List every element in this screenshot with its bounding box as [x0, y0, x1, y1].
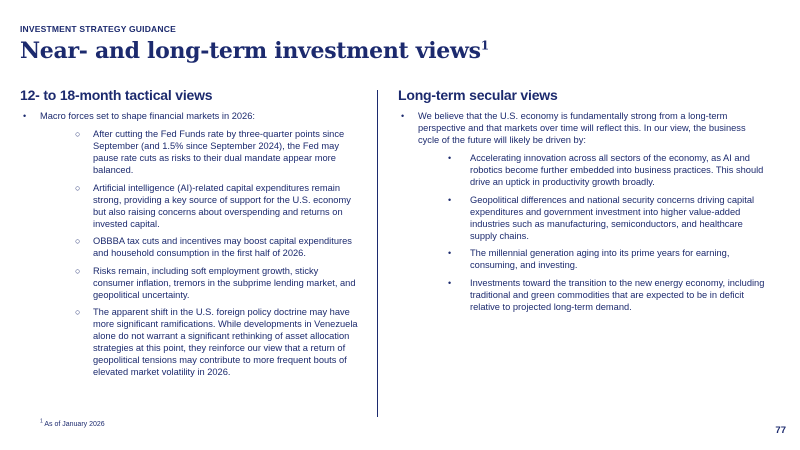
bullet-dot-icon: •	[401, 111, 405, 121]
bullet-circle-icon: ○	[75, 129, 81, 139]
left-sub-item-text: Risks remain, including soft employment growth, sticky consumer inflation, tremors in the subprime lending market, and geopolitical uncertainty.	[93, 265, 356, 300]
left-bullet-list	[20, 110, 360, 378]
left-column-heading: 12- to 18-month tactical views	[20, 87, 213, 103]
right-sub-item-text: The millennial generation aging into its prime years for earning, consuming, and investing.	[470, 248, 730, 270]
left-sub-item	[40, 306, 360, 378]
left-sub-item	[40, 182, 360, 230]
right-primary-text: We believe that the U.S. economy is fundamentally strong from a long-term perspective and that markets over time will reflect this. In our view, the business cycle of the future will likely be driven by:	[418, 111, 746, 145]
right-primary-bullet	[398, 110, 768, 313]
bullet-circle-icon: ○	[75, 265, 81, 276]
right-sub-item-text: Investments toward the transition to the new energy economy, including traditional and green commodities that are expected to be in deficit relative to projected long-term demand.	[470, 277, 765, 312]
right-sub-item-text: Accelerating innovation across all sectors of the economy, as AI and robotics become further embedded into business practices. This should drive an uptick in productivity growth broadly.	[470, 153, 764, 187]
right-sub-item	[418, 247, 768, 271]
bullet-dot-icon: •	[448, 194, 452, 205]
footnote-text: As of January 2026	[44, 421, 105, 428]
footnote-marker: 1	[40, 418, 43, 425]
left-sub-item	[40, 128, 360, 176]
right-sub-item	[418, 152, 768, 188]
right-column	[398, 110, 768, 318]
left-column	[20, 110, 360, 384]
left-sub-item	[40, 265, 360, 301]
right-sub-item	[418, 277, 768, 313]
right-sub-list	[418, 152, 768, 313]
page-number: 77	[775, 425, 786, 436]
right-column-heading: Long-term secular views	[398, 87, 558, 103]
right-bullet-list	[398, 110, 768, 313]
left-sub-item-text: OBBBA tax cuts and incentives may boost capital expenditures and household consumption in the first half of 2026.	[93, 236, 352, 258]
bullet-dot-icon: •	[23, 111, 27, 121]
bullet-circle-icon: ○	[75, 307, 81, 317]
bullet-dot-icon: •	[448, 248, 452, 258]
left-sub-item-text: After cutting the Fed Funds rate by three-quarter points since September (and 1.5% since September 2024), the Fed may pause rate cuts as risks to their dual mandate appear more balanced.	[93, 129, 345, 175]
column-divider	[377, 90, 378, 417]
page-title-text: Near- and long-term investment views	[20, 38, 481, 64]
right-sub-item-text: Geopolitical differences and national security concerns driving capital expenditures and government investment into higher value-added industries such as manufacturing, semiconductors, and healthcare supply chains.	[470, 194, 755, 241]
right-sub-item	[418, 194, 768, 242]
bullet-circle-icon: ○	[75, 182, 81, 193]
left-sub-item-text: The apparent shift in the U.S. foreign policy doctrine may have more significant ramifications. While developments in Venezuela alone do not warrant a significant rethinking of asset allocation strategies at this point, they reinforce our view that a return of geopolitical tensions may contribute to more frequent bouts of elevated market volatility in 2026.	[93, 307, 358, 377]
page-title	[20, 38, 489, 64]
left-sub-list	[40, 128, 360, 378]
bullet-circle-icon: ○	[75, 236, 81, 246]
bullet-dot-icon: •	[448, 153, 452, 163]
left-primary-text: Macro forces set to shape financial markets in 2026:	[40, 111, 255, 121]
section-kicker: INVESTMENT STRATEGY GUIDANCE	[20, 24, 176, 34]
left-sub-item-text: Artificial intelligence (AI)-related capital expenditures remain strong, providing a key source of support for the U.S. economy but also raising concerns about overspending and returns on invested capital.	[93, 182, 351, 229]
left-primary-bullet	[20, 110, 360, 378]
left-sub-item	[40, 235, 360, 259]
title-footnote-marker: 1	[480, 38, 489, 53]
bullet-dot-icon: •	[448, 277, 452, 288]
footnote	[40, 418, 105, 428]
